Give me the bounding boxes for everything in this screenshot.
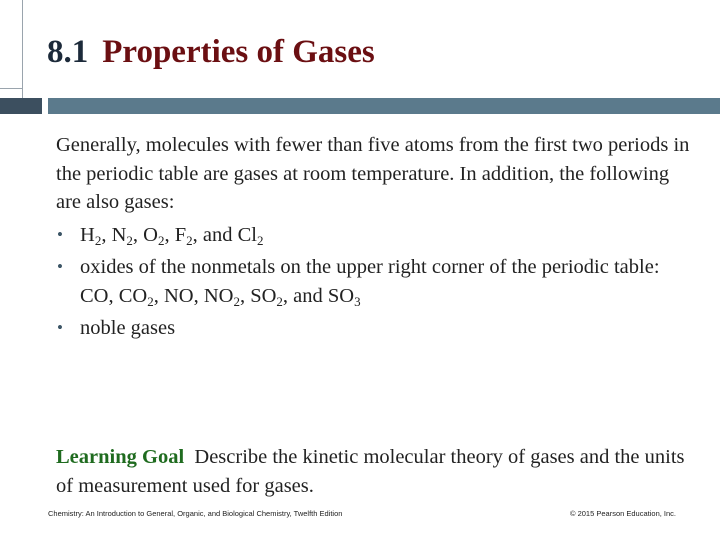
footer-copyright: © 2015 Pearson Education, Inc.	[569, 509, 676, 518]
intro-paragraph: Generally, molecules with fewer than five atoms from the first two periods in the periodic table are gases at room temperature. In addition, the following are also gases:	[56, 134, 690, 213]
bullet-icon: •	[57, 224, 63, 244]
learning-goal	[56, 443, 696, 501]
title-number: 8.1	[47, 34, 89, 70]
slide-body	[56, 131, 696, 347]
bullet-icon: •	[57, 318, 63, 337]
list-item-noble-gases: • noble gases	[56, 314, 696, 343]
list-item-nonmetal-oxides: • oxides of the nonmetals on the upper right corner of the periodic table: CO, $CO_2$, NO, $NO_2$, $SO_2$, and $SO_3$	[56, 253, 696, 310]
corner-line-vertical	[22, 0, 23, 100]
slide-title	[47, 36, 375, 69]
learning-goal-label: Learning Goal	[56, 446, 185, 468]
title-text: Properties of Gases	[102, 34, 375, 70]
list-item-diatomic-gases: • $H_2$, $N_2$, $O_2$, $F_2$, and $Cl_2$	[56, 221, 696, 250]
footer-book-title: Chemistry: An Introduction to General, Organic, and Biological Chemistry, Twelfth Edition	[48, 509, 343, 518]
bullet-icon: •	[57, 257, 63, 276]
title-bar-dark	[0, 98, 42, 114]
learning-goal-text: Describe the kinetic molecular theory of gases and the units of measurement used for gases.	[56, 446, 685, 497]
corner-line-horizontal	[0, 88, 22, 89]
gas-list	[56, 221, 696, 343]
title-bar-light	[48, 98, 720, 114]
